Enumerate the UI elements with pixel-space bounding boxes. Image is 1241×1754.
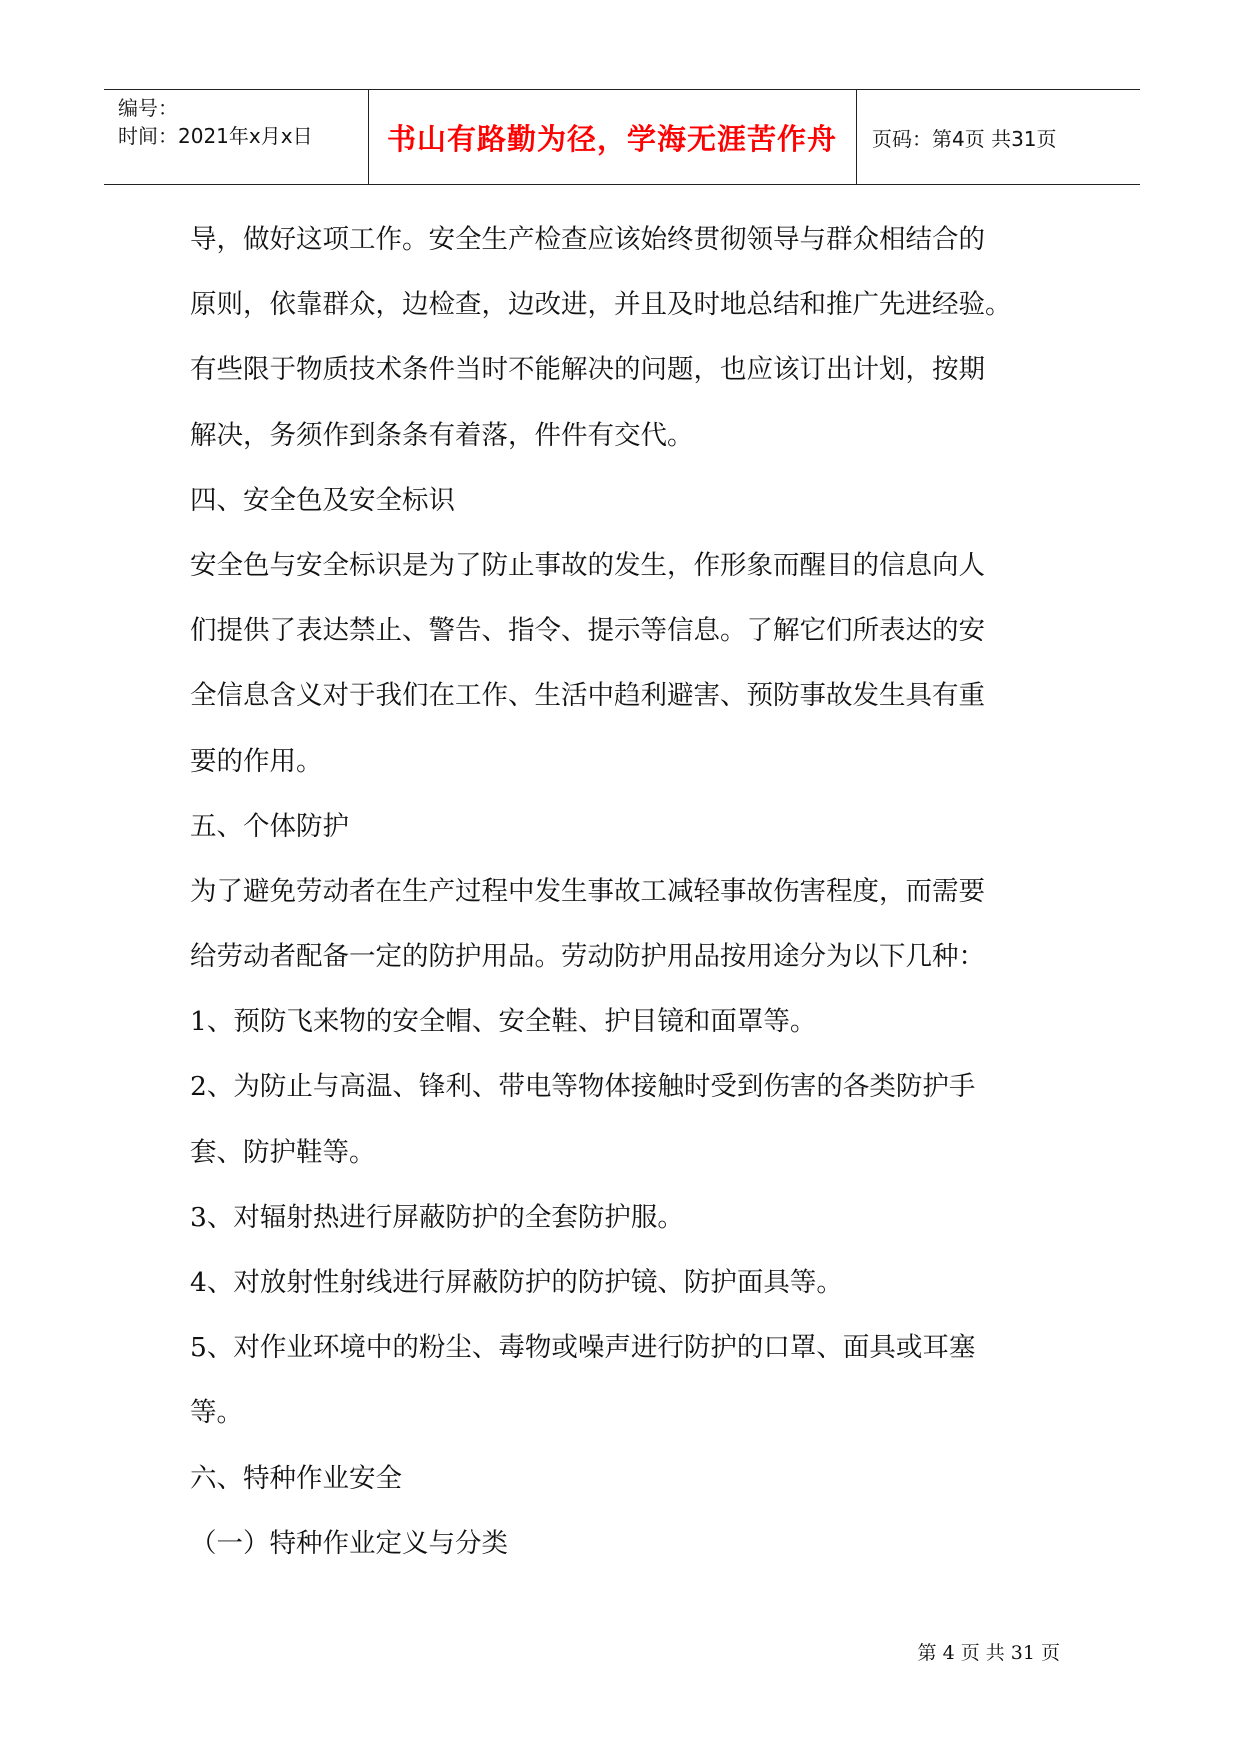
list-item: 套、防护鞋等。 — [190, 1136, 376, 1168]
page-footer: 第 4 页 共 31 页 — [917, 1642, 1060, 1664]
header-meta — [118, 94, 313, 150]
list-item: 3、对辐射热进行屏蔽防护的全套防护服。 — [190, 1201, 684, 1233]
list-item: 5、对作业环境中的粉尘、毒物或噪声进行防护的口罩、面具或耳塞 — [190, 1332, 976, 1364]
body-line: 安全色与安全标识是为了防止事故的发生，作形象而醒目的信息向人 — [190, 549, 985, 581]
list-item: 等。 — [190, 1397, 243, 1429]
body-line: 有些限于物质技术条件当时不能解决的问题，也应该订出计划，按期 — [190, 354, 985, 386]
header-motto: 书山有路勤为径，学海无涯苦作舟 — [386, 121, 837, 156]
section-heading: 四、安全色及安全标识 — [190, 484, 455, 516]
body-line: 导，做好这项工作。安全生产检查应该始终贯彻领导与群众相结合的 — [190, 224, 985, 255]
header-page-label: 页码：第4页 共31页 — [872, 126, 1057, 151]
date-label: 时间：2021年x月x日 — [118, 124, 313, 148]
document-body — [190, 222, 1060, 1591]
list-item: 1、预防飞来物的安全帽、安全鞋、护目镜和面罩等。 — [190, 1006, 817, 1038]
body-line: 全信息含义对于我们在工作、生活中趋利避害、预防事故发生具有重 — [190, 680, 985, 712]
body-line: 要的作用。 — [190, 745, 323, 777]
section-heading: 五、个体防护 — [190, 810, 349, 842]
list-item: 4、对放射性射线进行屏蔽防护的防护镜、防护面具等。 — [190, 1267, 843, 1298]
body-line: 为了避免劳动者在生产过程中发生事故工减轻事故伤害程度，而需要 — [190, 875, 985, 907]
body-line: 解决，务须作到条条有着落，件件有交代。 — [190, 419, 694, 451]
list-item: 2、为防止与高温、锋利、带电等物体接触时受到伤害的各类防护手 — [190, 1071, 976, 1103]
body-line: 们提供了表达禁止、警告、指令、提示等信息。了解它们所表达的安 — [190, 615, 985, 647]
header-divider-right — [856, 90, 857, 184]
body-line: 原则，依靠群众，边检查，边改进，并且及时地总结和推广先进经验。 — [190, 289, 1012, 321]
serial-label: 编号： — [118, 96, 178, 120]
subsection-heading: （一）特种作业定义与分类 — [190, 1527, 508, 1559]
section-heading: 六、特种作业安全 — [190, 1462, 402, 1494]
body-line: 给劳动者配备一定的防护用品。劳动防护用品按用途分为以下几种： — [190, 941, 985, 973]
page-header — [104, 89, 1140, 185]
